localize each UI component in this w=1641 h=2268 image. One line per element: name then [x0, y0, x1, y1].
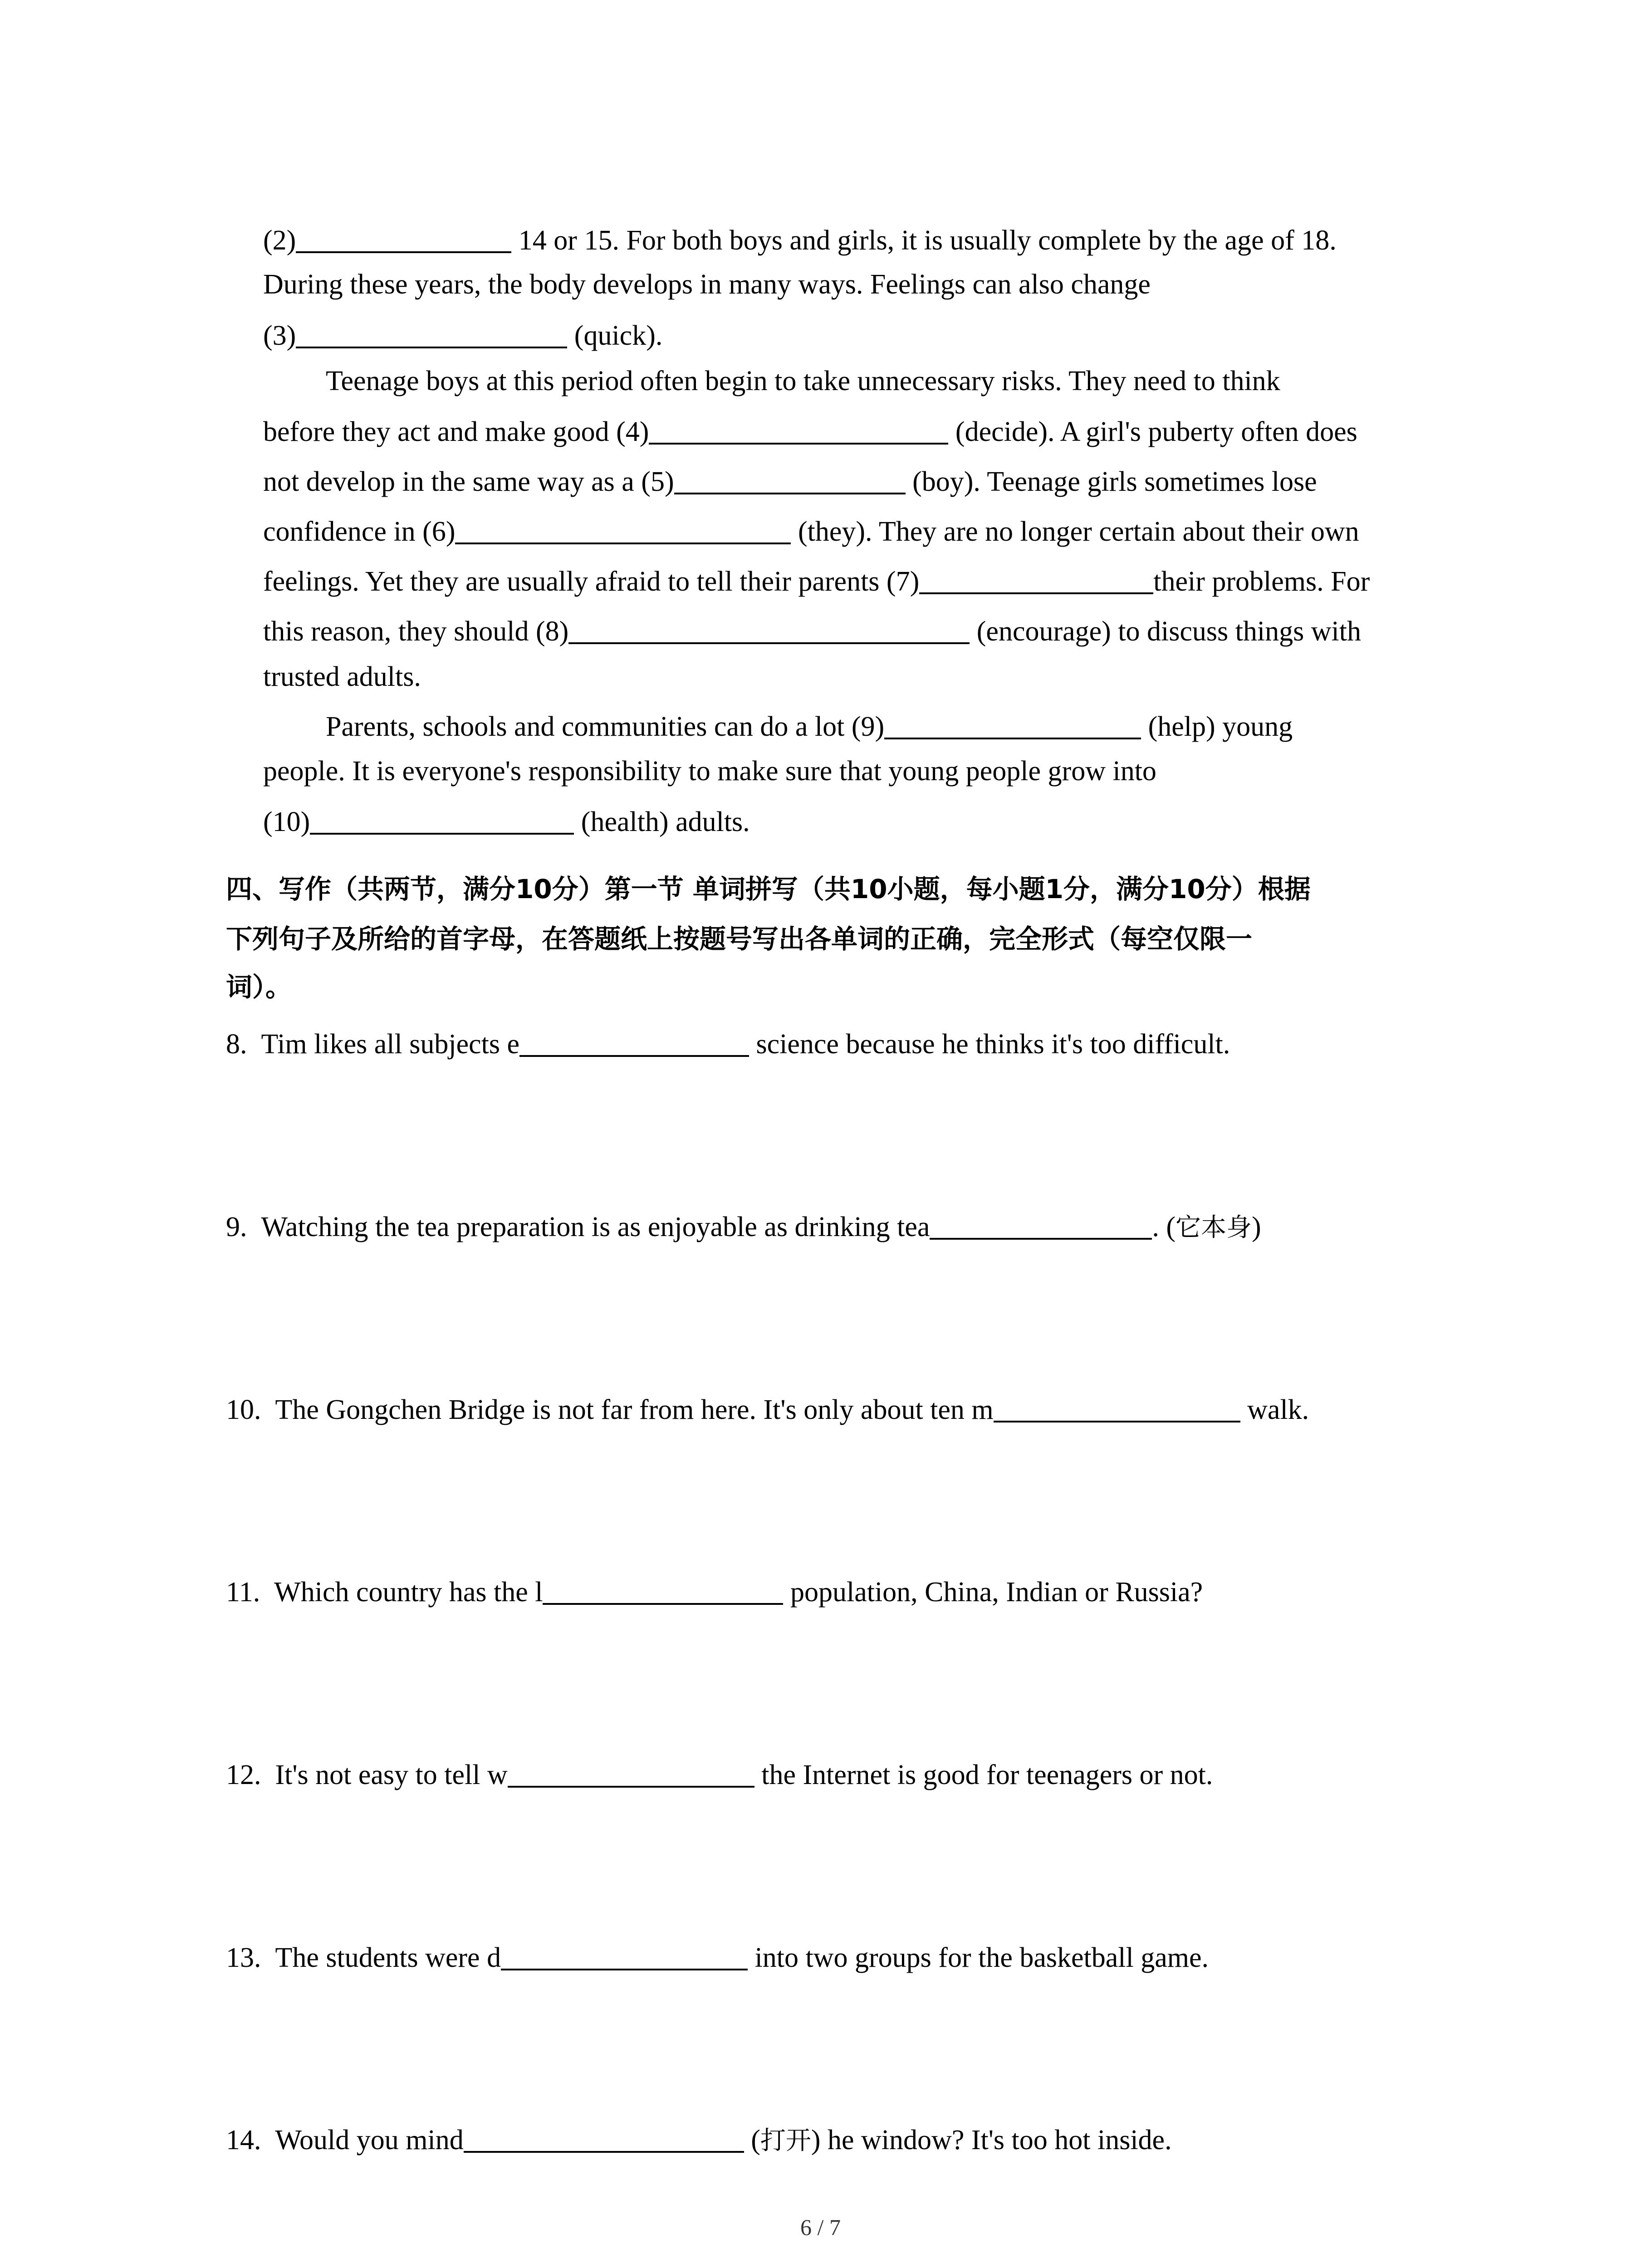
passage-line: trusted adults. [263, 661, 421, 692]
answer-blank-3[interactable] [296, 319, 567, 348]
answer-blank-q11[interactable] [543, 1576, 783, 1605]
section-heading: 下列句子及所给的首字母，在答题纸上按题号写出各单词的正确，完全形式（每空仅限一 [226, 924, 1253, 954]
question-11: 11. Which country has the l population, China, Indian or Russia? [226, 1577, 1203, 1608]
answer-blank-q9[interactable] [930, 1211, 1152, 1240]
passage-line: (2) 14 or 15. For both boys and girls, it is usually complete by the age of 18. [263, 225, 1337, 256]
answer-blank-6[interactable] [455, 515, 791, 544]
question-12: 12. It's not easy to tell w the Internet is good for teenagers or not. [226, 1760, 1213, 1790]
question-8: 8. Tim likes all subjects e science because he thinks it's too difficult. [226, 1029, 1230, 1060]
answer-blank-q8[interactable] [519, 1028, 749, 1057]
answer-blank-q12[interactable] [508, 1759, 754, 1788]
section-heading: 词）。 [226, 972, 292, 1002]
passage-line: (3) (quick). [263, 320, 663, 351]
passage-line: people. It is everyone's responsibility to make sure that young people grow into [263, 756, 1156, 787]
answer-blank-q13[interactable] [501, 1941, 748, 1970]
passage-line: feelings. Yet they are usually afraid to tell their parents (7) their problems. For [263, 566, 1370, 597]
page-number: 6 / 7 [800, 2214, 841, 2240]
answer-blank-2[interactable] [296, 224, 511, 253]
answer-blank-q14[interactable] [464, 2124, 744, 2153]
passage-line: Parents, schools and communities can do a lot (9) (help) young [326, 711, 1293, 742]
answer-blank-7[interactable] [919, 565, 1153, 594]
passage-line: before they act and make good (4) (decide). A girl's puberty often does [263, 416, 1357, 447]
answer-blank-4[interactable] [649, 415, 948, 445]
question-9: 9. Watching the tea preparation is as enjoyable as drinking tea . (它本身) [226, 1212, 1261, 1242]
passage-line: (10) (health) adults. [263, 807, 750, 837]
passage-line: not develop in the same way as a (5) (boy). Teenage girls sometimes lose [263, 466, 1317, 497]
question-14: 14. Would you mind (打开) he window? It's too hot inside. [226, 2125, 1172, 2156]
passage-line: During these years, the body develops in many ways. Feelings can also change [263, 269, 1151, 300]
passage-line: confidence in (6) (they). They are no longer certain about their own [263, 516, 1359, 547]
answer-blank-q10[interactable] [994, 1393, 1240, 1422]
answer-blank-5[interactable] [674, 465, 906, 494]
question-13: 13. The students were d into two groups for the basketball game. [226, 1942, 1209, 1973]
answer-blank-9[interactable] [884, 710, 1141, 739]
passage-line: Teenage boys at this period often begin to take unnecessary risks. They need to think [326, 366, 1280, 396]
section-heading: 四、写作（共两节，满分10分）第一节 单词拼写（共10小题，每小题1分，满分10分）根据 [226, 874, 1311, 904]
passage-line: this reason, they should (8) (encourage) to discuss things with [263, 616, 1361, 647]
question-10: 10. The Gongchen Bridge is not far from here. It's only about ten m walk. [226, 1394, 1309, 1425]
answer-blank-8[interactable] [568, 615, 970, 644]
answer-blank-10[interactable] [310, 806, 574, 835]
